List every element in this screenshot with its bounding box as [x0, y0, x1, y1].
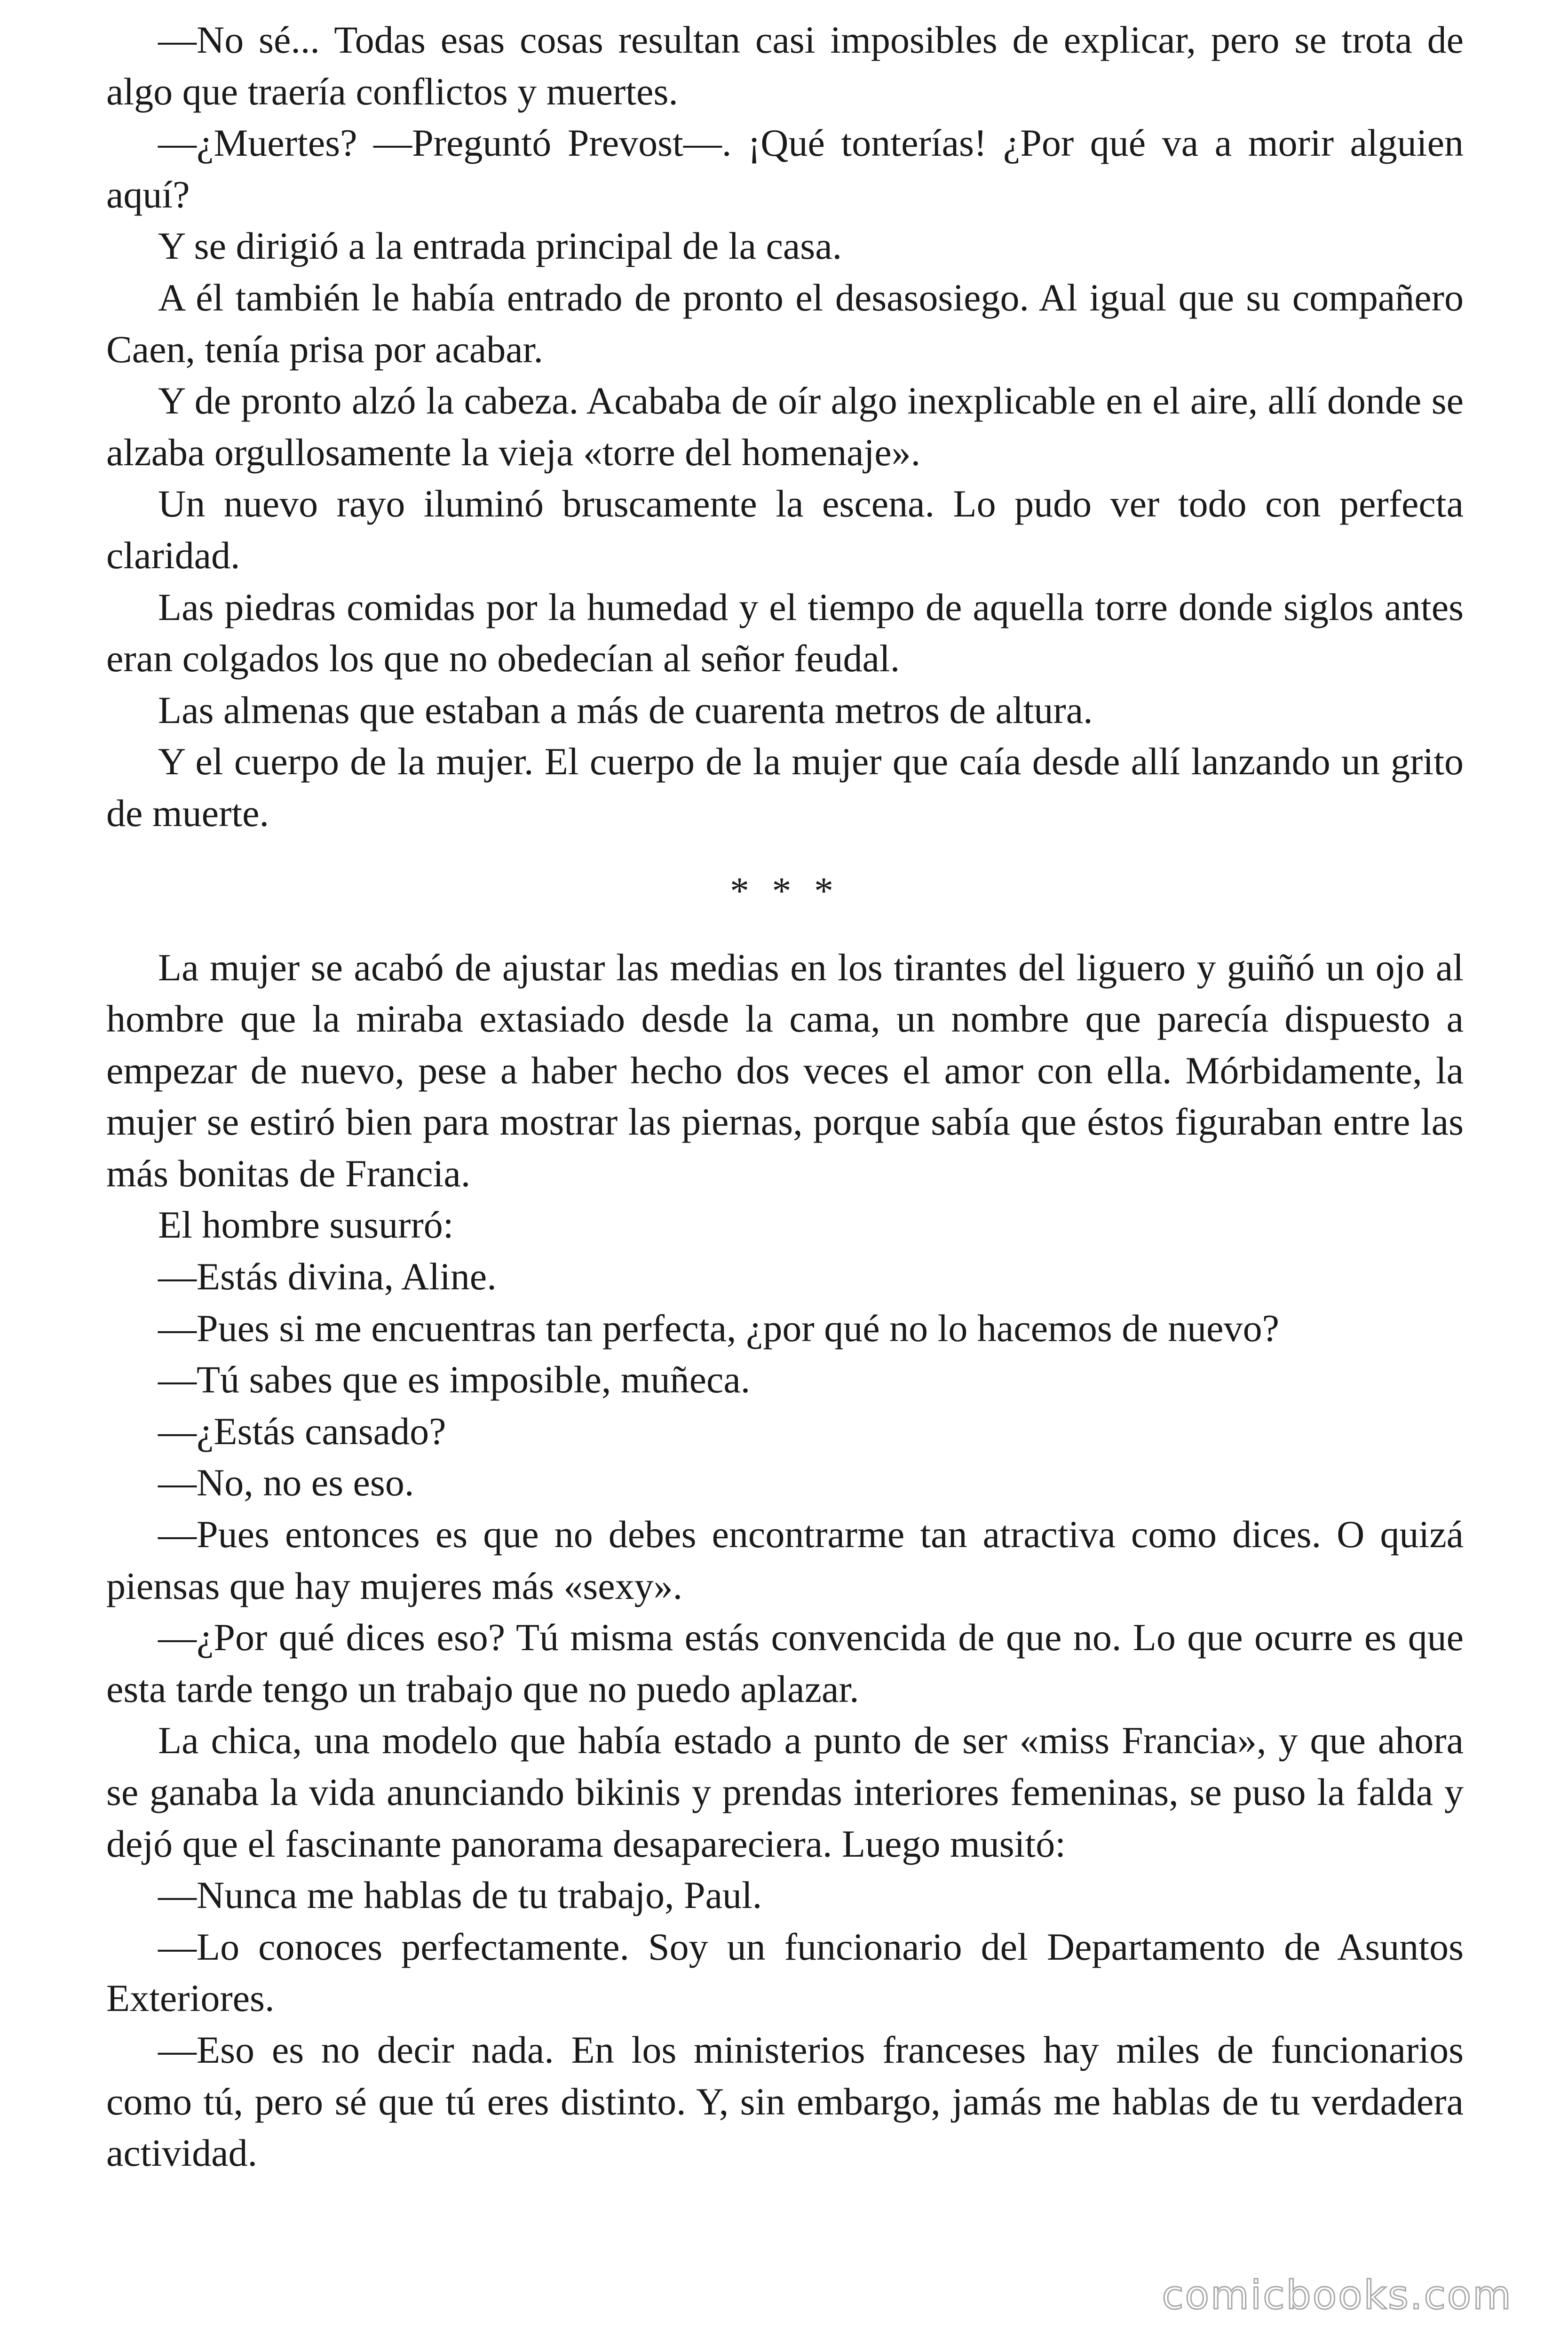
paragraph: Y se dirigió a la entrada principal de la casa. [158, 224, 842, 268]
paragraph: La mujer se acabó de ajustar las medias en los tirantes del liguero y guiñó un ojo al hombre que la miraba extasiado desde la cama, un nombre que parecía dispuesto a empezar de nuevo, pese a haber hecho dos veces el amor con ella. Mórbidamente, la mujer se estiró bien para mostrar las piernas, porque sabía que éstos figuraban entre las más bonitas de Francia. [106, 946, 1464, 1195]
paragraph: —Estás divina, Aline. [158, 1255, 497, 1298]
paragraph: —No, no es eso. [158, 1461, 414, 1504]
paragraph: —Nunca me hablas de tu trabajo, Paul. [158, 1874, 762, 1917]
paragraph: —Pues si me encuentras tan perfecta, ¿por qué no lo hacemos de nuevo? [158, 1306, 1279, 1350]
paragraph: —¿Por qué dices eso? Tú misma estás convencida de que no. Lo que ocurre es que esta tarde tengo un trabajo que no puedo aplazar. [106, 1616, 1464, 1710]
paragraph: —Tú sabes que es imposible, muñeca. [158, 1358, 751, 1401]
scene-break-separator: * * * [730, 869, 840, 912]
book-page [106, 14, 1464, 2179]
paragraph: Las piedras comidas por la humedad y el tiempo de aquella torre donde siglos antes eran colgados los que no obedecían al señor feudal. [106, 585, 1464, 680]
paragraph: —Eso es no decir nada. En los ministerios franceses hay miles de funcionarios como tú, pero sé que tú eres distinto. Y, sin embargo, jamás me hablas de tu verdadera actividad. [106, 2028, 1464, 2175]
paragraph: La chica, una modelo que había estado a punto de ser «miss Francia», y que ahora se ganaba la vida anunciando bikinis y prendas interiores femeninas, se puso la falda y dejó que el fascinante panorama desapareciera. Luego musitó: [106, 1719, 1464, 1865]
paragraph: —Pues entonces es que no debes encontrarme tan atractiva como dices. O quizá piensas que hay mujeres más «sexy». [106, 1513, 1464, 1607]
paragraph: —¿Muertes? —Preguntó Prevost—. ¡Qué tonterías! ¿Por qué va a morir alguien aquí? [106, 121, 1464, 216]
paragraph: El hombre susurró: [158, 1203, 454, 1247]
paragraph: Un nuevo rayo iluminó bruscamente la escena. Lo pudo ver todo con perfecta claridad. [106, 482, 1464, 577]
paragraph: —No sé... Todas esas cosas resultan casi imposibles de explicar, pero se trota de algo que traería conflictos y muertes. [106, 18, 1464, 113]
paragraph: —¿Estás cansado? [158, 1409, 446, 1453]
paragraph: —Lo conoces perfectamente. Soy un funcionario del Departamento de Asuntos Exteriores. [106, 1925, 1464, 2020]
paragraph: Las almenas que estaban a más de cuarenta metros de altura. [158, 688, 1093, 731]
watermark-logo: comicbooks.com [1162, 2272, 1513, 2318]
paragraph: Y de pronto alzó la cabeza. Acababa de oír algo inexplicable en el aire, allí donde se alzaba orgullosamente la vieja «torre del homenaje». [106, 379, 1464, 474]
paragraph: A él también le había entrado de pronto el desasosiego. Al igual que su compañero Caen, tenía prisa por acabar. [106, 276, 1464, 371]
paragraph: Y el cuerpo de la mujer. El cuerpo de la mujer que caía desde allí lanzando un grito de muerte. [106, 740, 1464, 834]
